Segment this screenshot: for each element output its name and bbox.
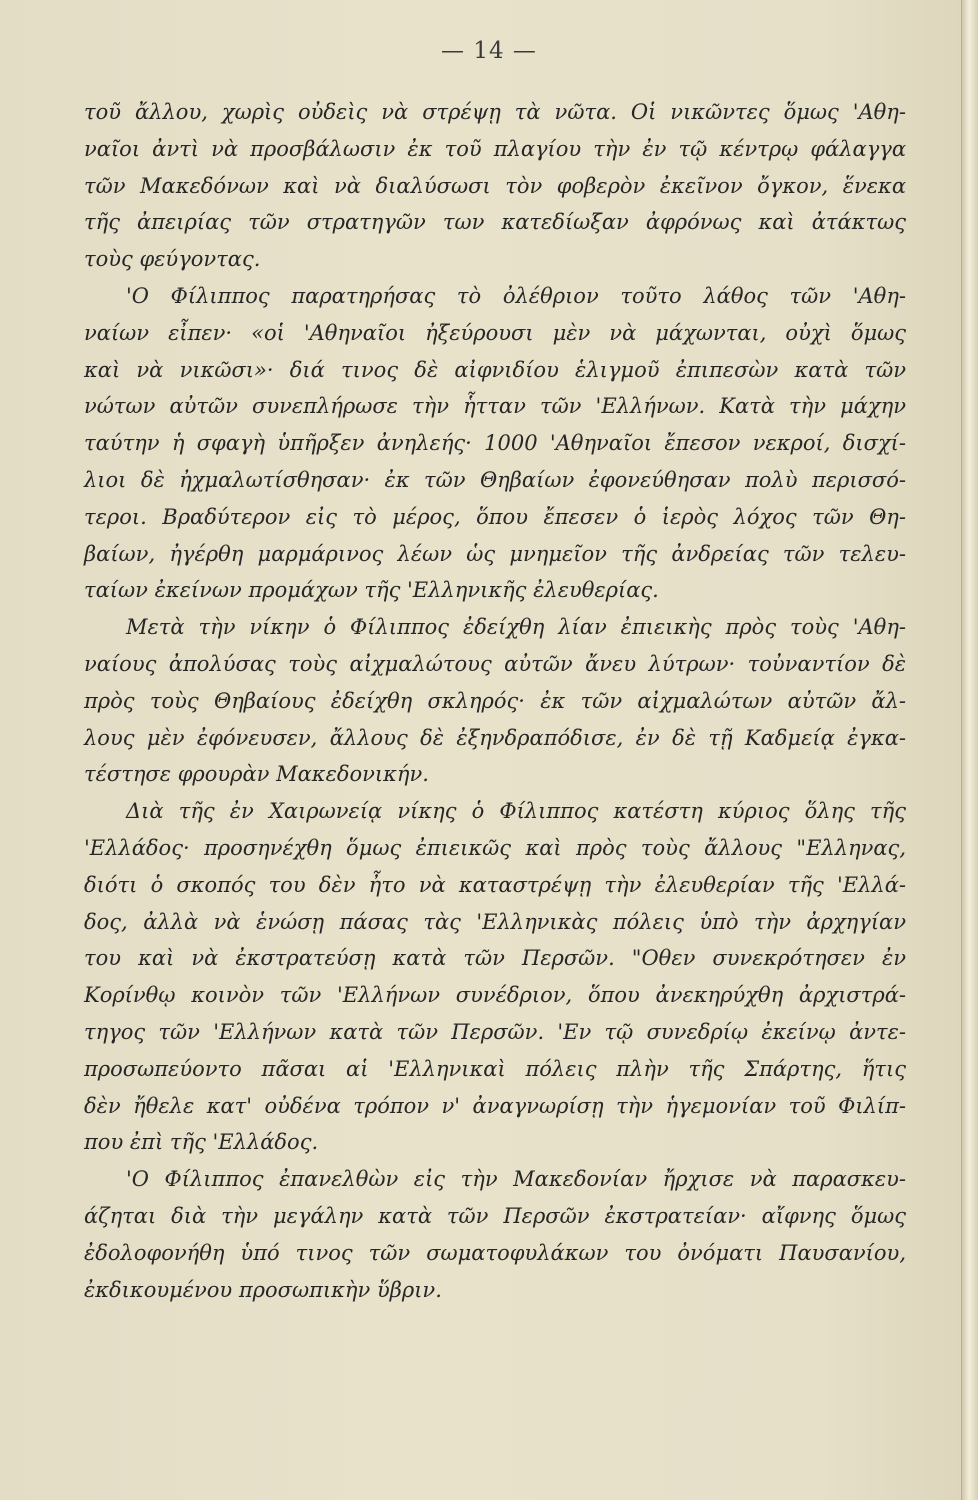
text-line: ναίων εἶπεν· «οἱ 'Αθηναῖοι ἠξεύρουσι μὲν νὰ μάχωνται, οὐχὶ ὅμως [84, 320, 906, 345]
text-line: 'Ο Φίλιππος παρατηρήσας τὸ ὀλέθριον τοῦτο λάθος τῶν 'Αθη- [126, 283, 906, 308]
text-line: τοὺς φεύγοντας. [84, 247, 261, 272]
text-line: διότι ὁ σκοπός του δὲν ἦτο νὰ καταστρέψῃ τὴν ἐλευθερίαν τῆς 'Ελλά- [84, 872, 906, 897]
text-line: τοῦ ἄλλου, χωρὶς οὐδεὶς νὰ στρέψῃ τὰ νῶτα. Οἱ νικῶντες ὅμως 'Αθη- [84, 100, 906, 124]
text-line: τῆς ἀπειρίας τῶν στρατηγῶν των κατεδίωξαν ἀφρόνως καὶ ἀτάκτως [84, 210, 906, 235]
text-line: που ἐπὶ τῆς 'Ελλάδος. [84, 1130, 319, 1155]
text-line: τέστησε φρουρὰν Μακεδονικήν. [84, 762, 429, 787]
text-line: λιοι δὲ ἠχμαλωτίσθησαν· ἐκ τῶν Θηβαίων ἐφονεύθησαν πολὺ περισσό- [84, 467, 906, 492]
text-line: ἐδολοφονήθη ὑπό τινος τῶν σωματοφυλάκων του ὀνόματι Παυσανίου, [84, 1240, 906, 1265]
text-line: του καὶ νὰ ἐκστρατεύσῃ κατὰ τῶν Περσῶν. "Οθεν συνεκρότησεν ἐν [84, 946, 906, 971]
text-line: δος, ἀλλὰ νὰ ἑνώσῃ πάσας τὰς 'Ελληνικὰς πόλεις ὑπὸ τὴν ἀρχηγίαν [84, 909, 906, 934]
page-number: — 14 — [441, 38, 537, 64]
text-line: ταύτην ἡ σφαγὴ ὑπῆρξεν ἀνηλεής· 1000 'Αθηναῖοι ἔπεσον νεκροί, δισχί- [84, 431, 906, 456]
text-line: τηγος τῶν 'Ελλήνων κατὰ τῶν Περσῶν. 'Εν τῷ συνεδρίῳ ἐκείνῳ ἀντε- [84, 1019, 906, 1044]
text-line: Μετὰ τὴν νίκην ὁ Φίλιππος ἐδείχθη λίαν ἐπιεικὴς πρὸς τοὺς 'Αθη- [126, 615, 906, 640]
text-line: 'Ο Φίλιππος ἐπανελθὼν εἰς τὴν Μακεδονίαν ἤρχισε νὰ παρασκευ- [126, 1167, 906, 1192]
page-edge [961, 0, 978, 1500]
text-line: 'Ελλάδος· προσηνέχθη ὅμως ἐπιεικῶς καὶ πρὸς τοὺς ἄλλους "Ελληνας, [84, 835, 906, 860]
text-line: ταίων ἐκείνων προμάχων τῆς 'Ελληνικῆς ἐλευθερίας. [84, 578, 659, 603]
text-line: τῶν Μακεδόνων καὶ νὰ διαλύσωσι τὸν φοβερὸν ἐκεῖνον ὄγκον, ἕνεκα [84, 173, 906, 198]
text-line: ναῖοι ἀντὶ νὰ προσβάλωσιν ἐκ τοῦ πλαγίου τὴν ἐν τῷ κέντρῳ φάλαγγα [84, 136, 906, 161]
text-line: λους μὲν ἐφόνευσεν, ἄλλους δὲ ἐξηνδραπόδισε, ἐν δὲ τῇ Καδμείᾳ ἐγκα- [84, 725, 906, 750]
text-line: Κορίνθῳ κοινὸν τῶν 'Ελλήνων συνέδριον, ὅπου ἀνεκηρύχθη ἀρχιστρά- [84, 983, 906, 1008]
text-line: δὲν ἤθελε κατ' οὐδένα τρόπον ν' ἀναγνωρίσῃ τὴν ἡγεμονίαν τοῦ Φιλίπ- [84, 1093, 906, 1118]
text-line: τεροι. Βραδύτερον εἰς τὸ μέρος, ὅπου ἔπεσεν ὁ ἱερὸς λόχος τῶν Θη- [84, 504, 906, 529]
text-line: πρὸς τοὺς Θηβαίους ἐδείχθη σκληρός· ἐκ τῶν αἰχμαλώτων αὐτῶν ἄλ- [84, 688, 906, 713]
text-line: ἐκδικουμένου προσωπικὴν ὕβριν. [84, 1277, 442, 1302]
body-text [84, 94, 906, 1308]
text-line: βαίων, ἠγέρθη μαρμάρινος λέων ὡς μνημεῖον τῆς ἀνδρείας τῶν τελευ- [84, 541, 906, 566]
text-line: καὶ νὰ νικῶσι»· διά τινος δὲ αἰφνιδίου ἑλιγμοῦ ἐπιπεσὼν κατὰ τῶν [84, 357, 906, 382]
text-line: Διὰ τῆς ἐν Χαιρωνείᾳ νίκης ὁ Φίλιππος κατέστη κύριος ὅλης τῆς [126, 799, 906, 824]
text-line: ναίους ἀπολύσας τοὺς αἰχμαλώτους αὐτῶν ἄνευ λύτρων· τοὐναντίον δὲ [84, 651, 906, 676]
text-line: προσωπεύοντο πᾶσαι αἱ 'Ελληνικαὶ πόλεις πλὴν τῆς Σπάρτης, ἥτις [84, 1056, 906, 1081]
text-line: νώτων αὐτῶν συνεπλήρωσε τὴν ἧτταν τῶν 'Ελλήνων. Κατὰ τὴν μάχην [84, 394, 906, 419]
text-line: άζηται διὰ τὴν μεγάλην κατὰ τῶν Περσῶν ἐκστρατείαν· αἴφνης ὅμως [84, 1203, 906, 1228]
